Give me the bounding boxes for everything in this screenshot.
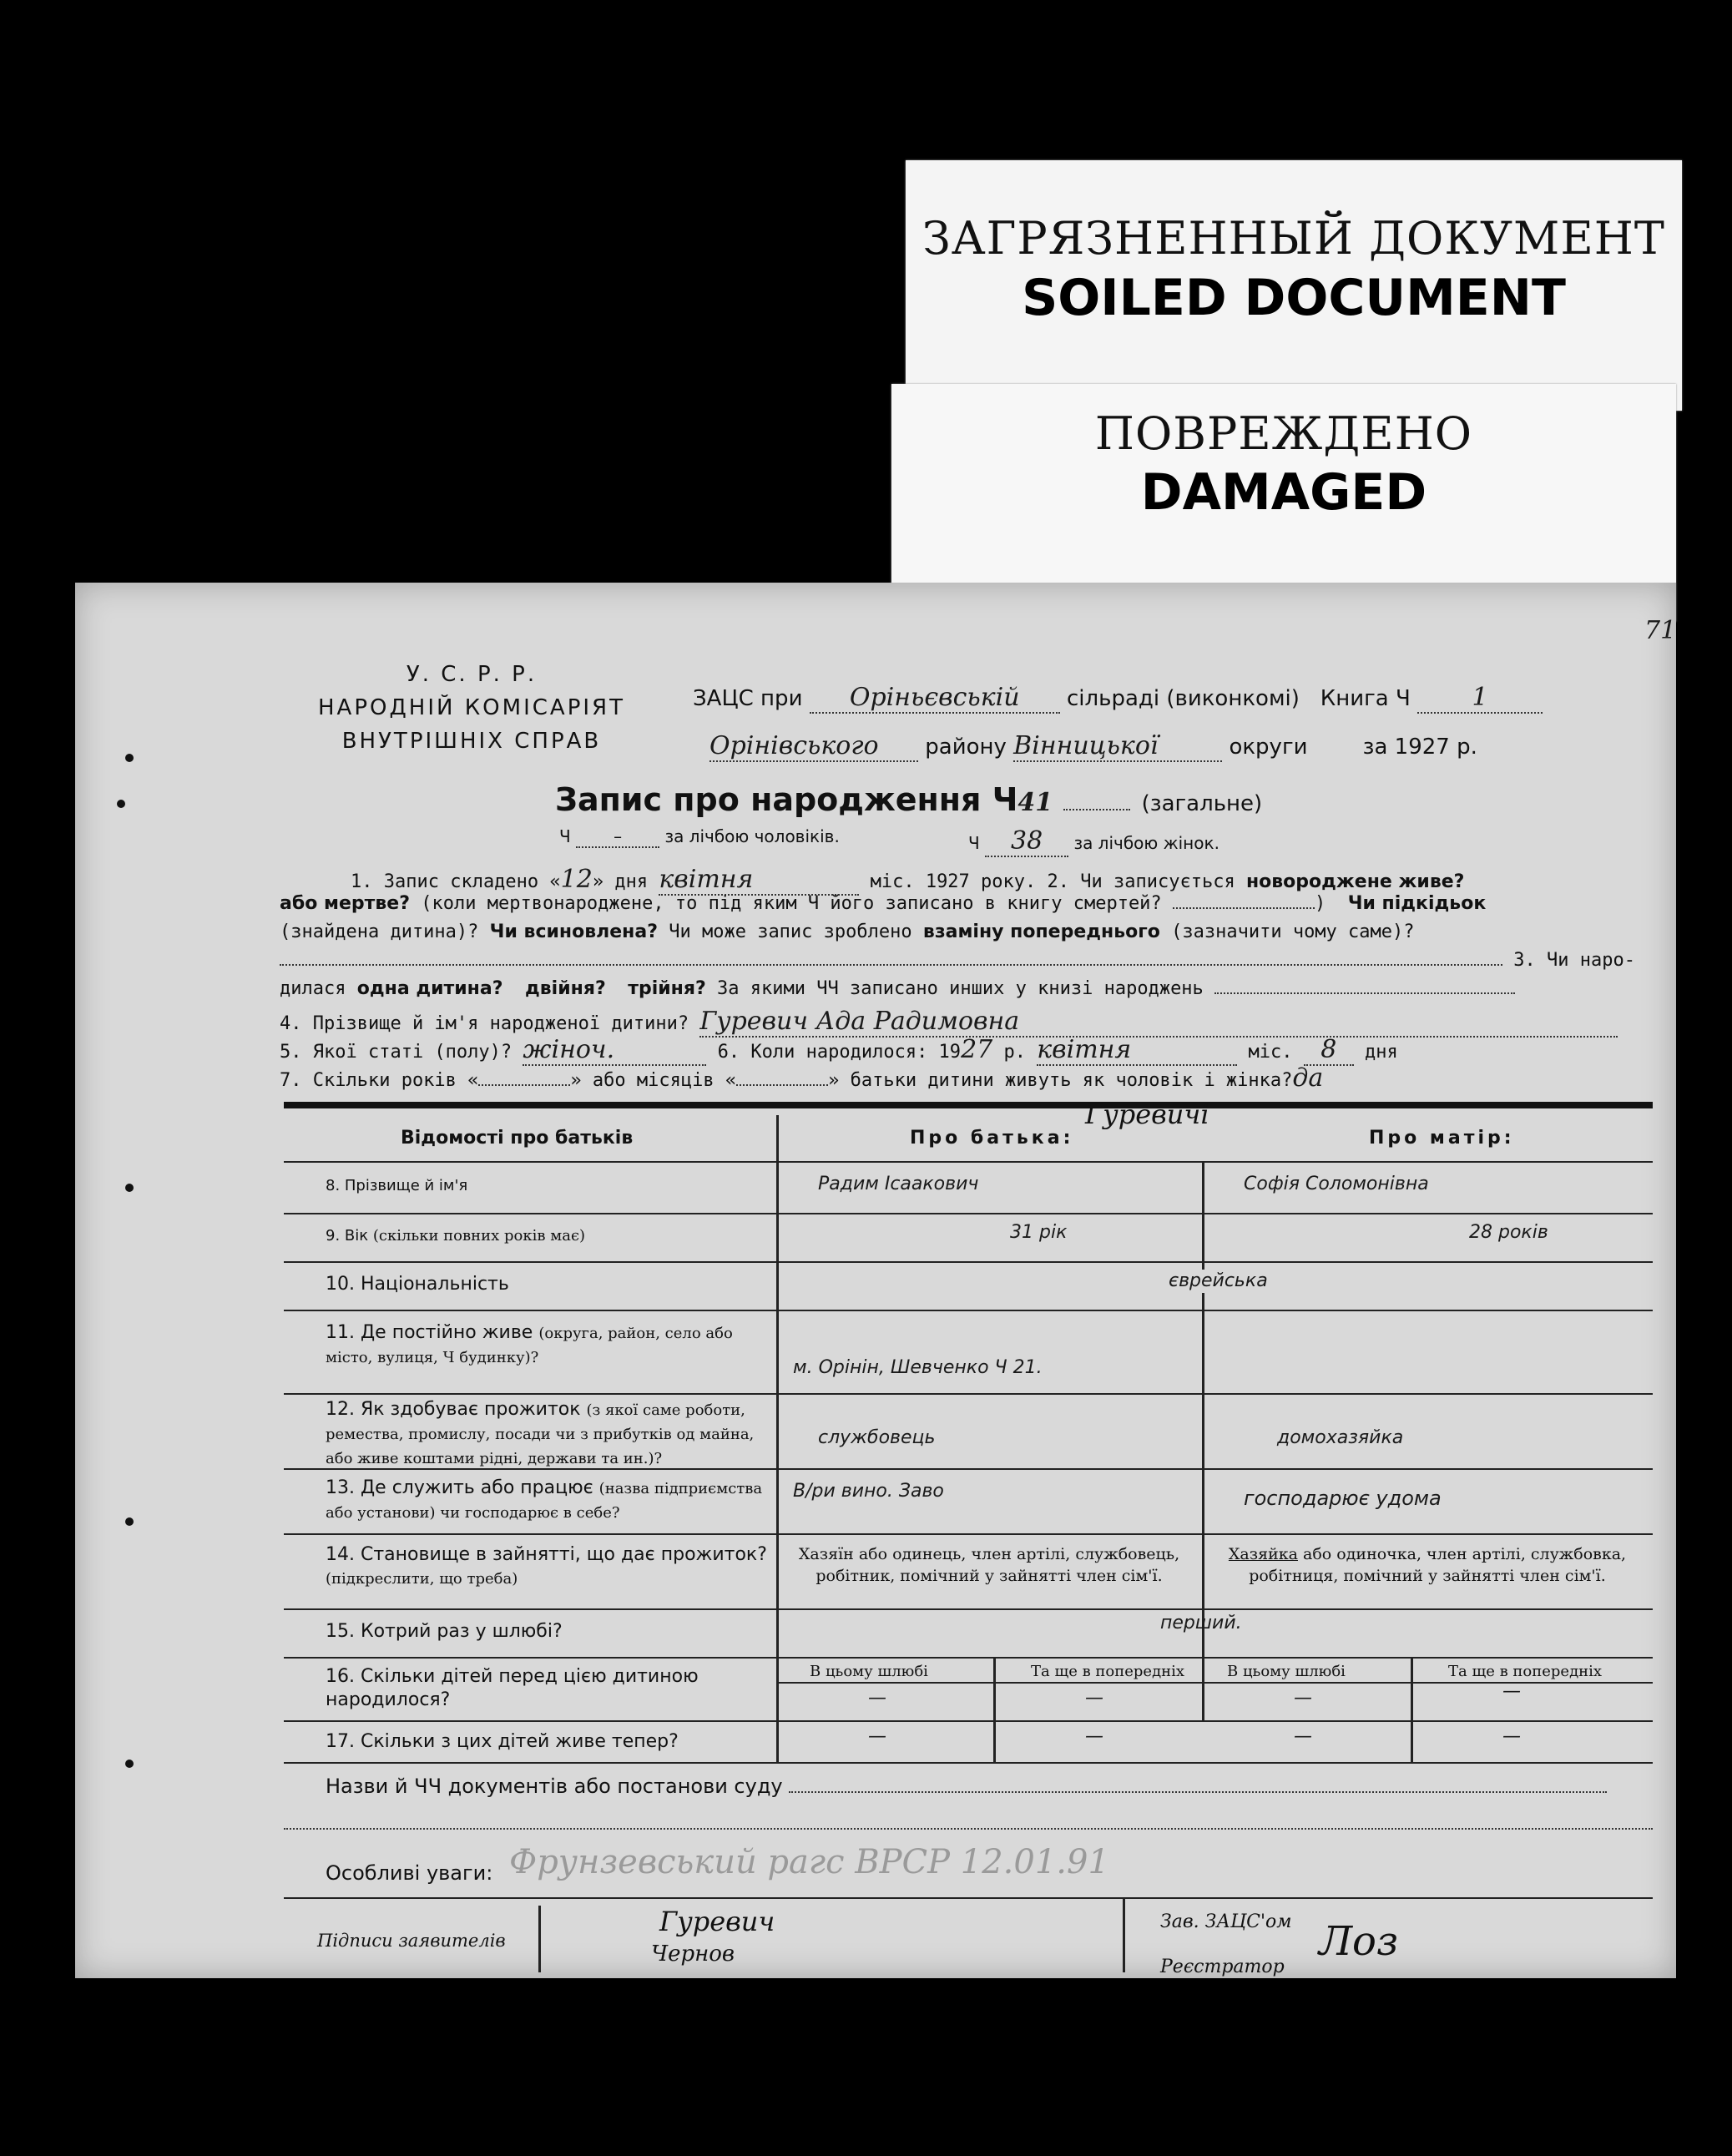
signer-signature: Гуревич	[659, 1906, 775, 1937]
zags-line: ЗАЦС при Оріньєвській сільраді (виконкомі) Книга Ч 1	[693, 683, 1543, 714]
table-row: 9. Вік (скільки повних років має) 31 рік 28 років	[284, 1213, 1653, 1263]
family-surname-hw: Гуревичі	[1085, 1098, 1209, 1130]
question-4-line: 4. Прізвище й ім'я народженої дитини? Гуревич Ада Радимовна	[280, 1007, 1657, 1038]
question-5-6-line: 5. Якої статі (полу)? жіноч. 6. Коли народилося: 1927 р. квітня міс. 8 дня	[280, 1035, 1398, 1064]
special-notes-stamp: Фрунзевський рагс ВРСР 12.01.91	[509, 1843, 1109, 1881]
table-row: 11. Де постійно живе (округа, район, село або місто, вулиця, Ч будинку)? м. Орінін, Шевченко Ч 21.	[284, 1310, 1653, 1395]
org-republic: У. С. Р. Р.	[406, 662, 538, 687]
punch-hole	[125, 1760, 134, 1768]
district-hw: Орінівського	[709, 731, 879, 760]
table-top-rule	[284, 1102, 1653, 1108]
record-number-hw: 41	[1017, 788, 1053, 817]
table-row: 8. Прізвище й ім'я Радим Ісаакович Софія Соломонівна	[284, 1161, 1653, 1214]
district-line: Орінівського району Вінницької округи за 1927 р.	[709, 731, 1477, 760]
question-2-line: або мертве? (коли мертвонароджене, то під яким Ч його записано в книгу смертей? ) Чи підкідьок	[280, 893, 1487, 914]
form-title: Запис про народження Ч41 (загальне)	[555, 781, 1263, 818]
punch-hole	[125, 1184, 134, 1192]
registrar-label: Реєстратор	[1160, 1957, 1285, 1977]
village-council-hw: Оріньєвській	[849, 683, 1020, 712]
table-header-row: Відомості про батьків Про батька: Про матір: Гуревичі	[284, 1115, 1653, 1163]
child-sex-hw: жіноч.	[523, 1035, 615, 1064]
issuing-organization	[284, 658, 659, 758]
question-7-line: 7. Скільки років « » або місяців « » батьки дитини живуть як чоловік і жінка?да	[280, 1063, 1324, 1093]
special-notes-line: Особливі уваги:	[326, 1861, 493, 1885]
birth-record-form	[75, 583, 1676, 1978]
soiled-label-ru: ЗАГРЯЗНЕННЫЙ ДОКУМЕНТ	[922, 212, 1665, 265]
question-1-line: 1. Запис складено «12» дня квітня міс. 1927 року. 2. Чи записується новороджене живе?	[351, 865, 1465, 894]
punch-hole	[125, 754, 134, 762]
male-count-line: Ч – за лічбою чоловіків.	[559, 826, 840, 846]
okrug-hw: Вінницької	[1013, 731, 1159, 760]
book-number-hw: 1	[1472, 683, 1488, 712]
table-row: 12. Як здобуває прожиток (з якої саме роботи, ремества, промислу, посади чи з прибутків од майна, або живе коштами рідні, держави та ин.)? службовець домохазяйка	[284, 1393, 1653, 1470]
table-row: 14. Становище в зайнятті, що дає прожиток? (підкреслити, що треба) Хазяїн або одинець, член артілі, службовець, робітник, помічний у зайнятті член сім'ї. Хазяйка або одиночка, член артілі, службовка, робітниця, помічний у зайнятті член сім'ї.	[284, 1533, 1653, 1610]
archive-page-number: 71	[1644, 616, 1677, 645]
damaged-label-en: DAMAGED	[1140, 463, 1427, 522]
org-commissariat: НАРОДНІЙ КОМІСАРІЯТ	[318, 695, 625, 720]
damaged-label-ru: ПОВРЕЖДЕНО	[1094, 407, 1473, 460]
question-3b-line: дилася одна дитина? двійня? трійня? За якими ЧЧ записано инших у книзі народжень	[280, 978, 1657, 999]
signers-label: Підписи заявителів	[317, 1931, 506, 1951]
table-row: 16. Скільки дітей перед цією дитиною народилося? В цьому шлюбі Та ще в попередніх В цьому шлюбі Та ще в попередніх — — — —	[284, 1657, 1653, 1722]
registrar-signature: Лоз	[1319, 1918, 1399, 1965]
signer-signature: Чернов	[651, 1941, 735, 1967]
soiled-document-label	[906, 160, 1682, 411]
female-count-line: Ч 38 за лічбою жінок.	[968, 826, 1219, 856]
org-department: ВНУТРІШНІХ СПРАВ	[341, 729, 602, 754]
question-2b-line: (знайдена дитина)? Чи всиновлена? Чи може запис зроблено взаміну попереднього (зазначити чому саме)?	[280, 921, 1415, 942]
table-row: 10. Національність єврейська	[284, 1261, 1653, 1311]
soiled-label-en: SOILED DOCUMENT	[1022, 269, 1566, 327]
underlined-selection: Хазяйка	[1228, 1545, 1298, 1563]
table-row: 17. Скільки з цих дітей живе тепер? — — — —	[284, 1720, 1653, 1764]
documents-line: Назви й ЧЧ документів або постанови суду	[326, 1775, 1607, 1798]
birth-month-hw: квітня	[1037, 1035, 1132, 1064]
child-name-hw: Гуревич Ада Радимовна	[699, 1007, 1020, 1036]
table-row: 15. Котрий раз у шлюбі? перший.	[284, 1608, 1653, 1659]
table-row: 13. Де служить або працює (назва підприємства або установи) чи господарює в себе? В/ри вино. Заво господарює удома	[284, 1468, 1653, 1535]
zags-head-label: Зав. ЗАЦС'ом	[1160, 1911, 1292, 1932]
punch-hole	[125, 1517, 134, 1526]
question-3-line: 3. Чи наро-	[280, 950, 1657, 971]
punch-hole	[117, 800, 125, 808]
